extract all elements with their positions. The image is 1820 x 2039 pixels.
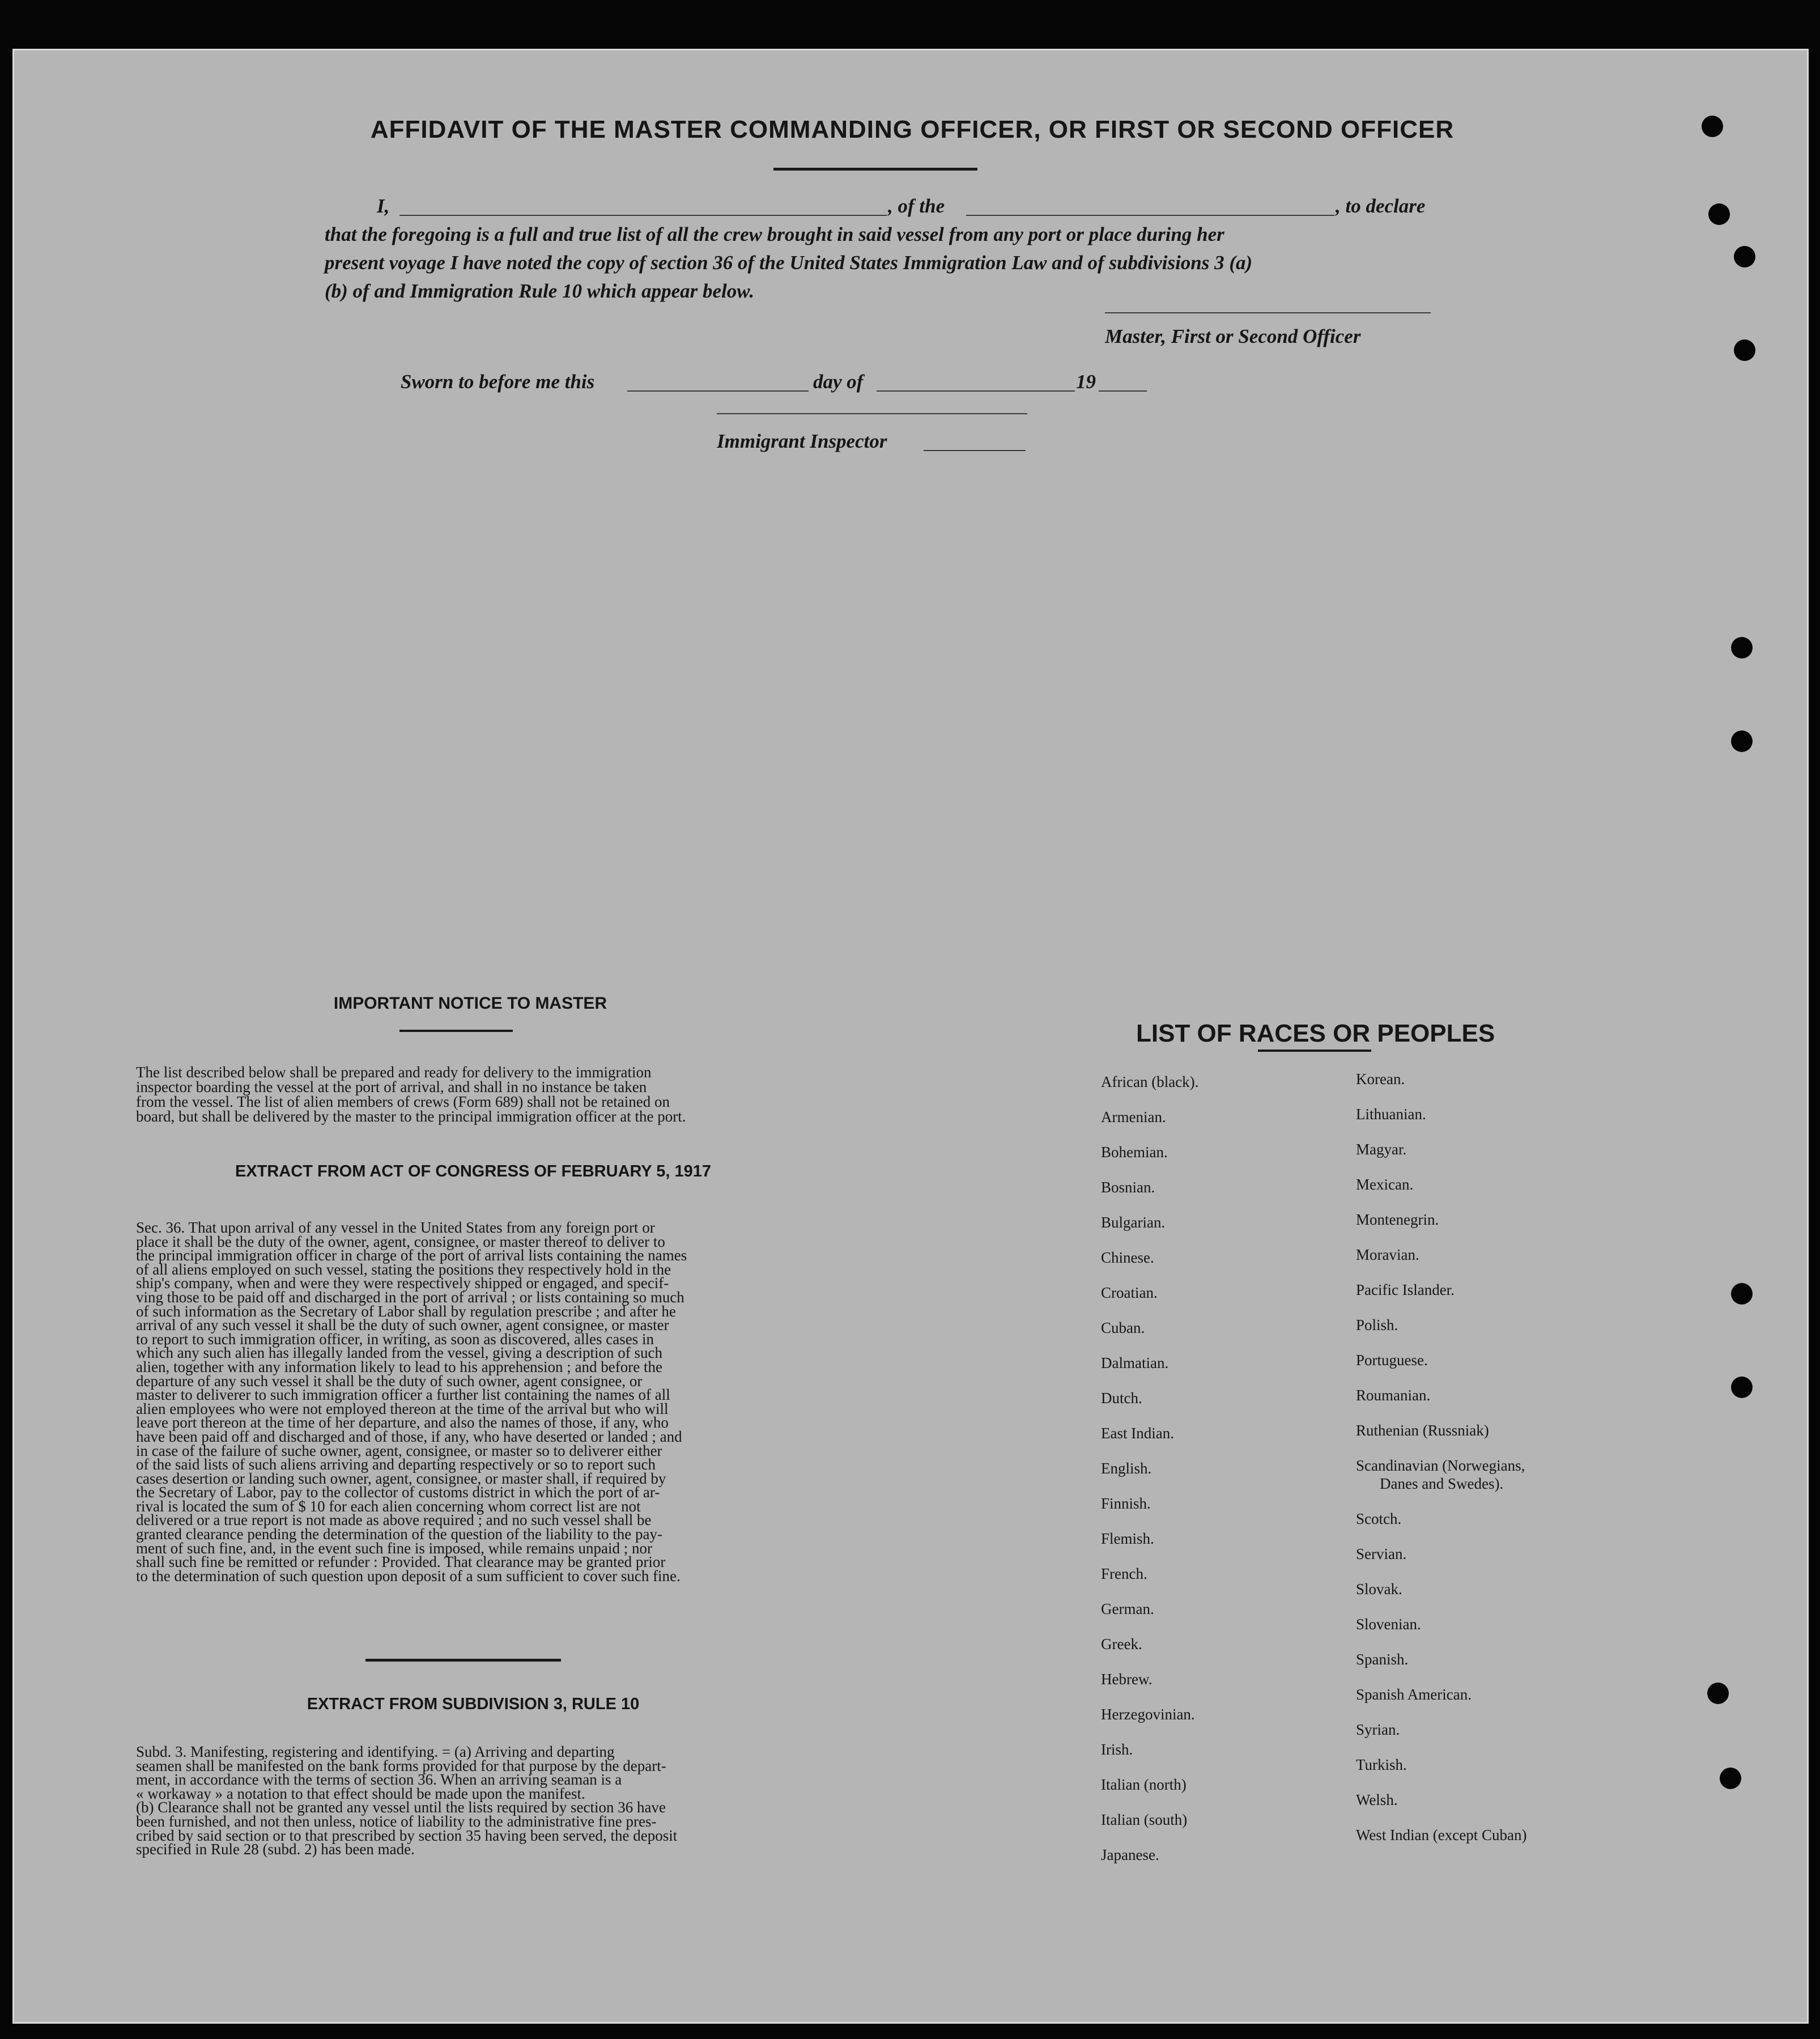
race-item: Portuguese. bbox=[1356, 1352, 1428, 1369]
act-line: have been paid off and discharged and of those, if any, who have deserted or landed ; and bbox=[136, 1428, 682, 1445]
rule-line: « workaway » a notation to that effect should be made upon the manifest. bbox=[136, 1785, 585, 1802]
act-line: delivered or a true report is not made as above required ; and no such vessel shall be bbox=[136, 1511, 652, 1529]
race-item: Dalmatian. bbox=[1101, 1354, 1169, 1371]
affidavit-line4: (b) of and Immigration Rule 10 which appear below. bbox=[325, 280, 755, 302]
act-line: the principal immigration officer in charge of the port of arrival lists containing the names bbox=[136, 1247, 687, 1264]
act-line: alien, together with any information likely to lead to his apprehension ; and before the bbox=[136, 1358, 662, 1375]
race-item: Greek. bbox=[1101, 1636, 1142, 1653]
act-line: granted clearance pending the determination of the question of the liability to the pay- bbox=[136, 1526, 662, 1543]
notice-line: The list described below shall be prepared and ready for delivery to the immigration bbox=[136, 1064, 652, 1081]
year-label: 19 bbox=[1076, 371, 1096, 393]
inspector-label: Immigrant Inspector bbox=[717, 430, 887, 452]
rule-line: specified in Rule 28 (subd. 2) has been made. bbox=[136, 1841, 415, 1858]
binder-hole bbox=[1731, 1283, 1753, 1305]
act-line: the Secretary of Labor, pay to the collector of customs district in which the port of ar- bbox=[136, 1484, 660, 1501]
race-item: Japanese. bbox=[1101, 1846, 1159, 1863]
year-line bbox=[1099, 390, 1147, 392]
rule-line: (b) Clearance shall not be granted any vessel until the lists required by section 36 have bbox=[136, 1799, 666, 1816]
act-line: rival is located the sum of $ 10 for each alien concerning whom correct list are not bbox=[136, 1497, 641, 1515]
race-item: Spanish American. bbox=[1356, 1686, 1472, 1703]
act-line: ving those to be paid off and discharged in the port of arrival ; or lists containing so much bbox=[136, 1288, 684, 1306]
race-item: Roumanian. bbox=[1356, 1387, 1431, 1404]
rule-line: ment, in accordance with the terms of section 36. When an arriving seaman is a bbox=[136, 1771, 622, 1789]
act-line: leave port thereon at the time of her departure, and also the names of those, if any, who bbox=[136, 1414, 669, 1431]
notice-line: from the vessel. The list of alien members of crews (Form 689) shall not be retained on bbox=[136, 1093, 670, 1110]
inspector-sign-line bbox=[717, 413, 1027, 414]
races-underline bbox=[1258, 1050, 1371, 1052]
act-line: of all aliens employed on such vessel, stating the positions they respectively hold in the bbox=[136, 1260, 671, 1278]
race-item: Finnish. bbox=[1101, 1495, 1151, 1512]
binder-hole bbox=[1731, 730, 1753, 752]
act-line: to the determination of such question upon deposit of a sum sufficient to cover such fine. bbox=[136, 1567, 681, 1585]
affidavit-of-the-label: , of the bbox=[888, 195, 945, 217]
races-title: LIST OF RACES OR PEOPLES bbox=[1136, 1020, 1495, 1047]
notice-underline bbox=[399, 1030, 513, 1032]
race-item: Spanish. bbox=[1356, 1651, 1409, 1668]
race-item: Bosnian. bbox=[1101, 1179, 1155, 1196]
act-line: ship's company, when and were they were respectively shipped or engaged, and specif- bbox=[136, 1275, 669, 1292]
race-item: Polish. bbox=[1356, 1316, 1398, 1333]
race-item: Irish. bbox=[1101, 1741, 1133, 1758]
binder-hole bbox=[1707, 1683, 1729, 1704]
race-item: Italian (south) bbox=[1101, 1811, 1188, 1828]
vessel-blank-line bbox=[966, 215, 1334, 216]
race-item: English. bbox=[1101, 1460, 1152, 1477]
inspector-row bbox=[717, 427, 1068, 456]
act-line: of the said lists of such aliens arriving and departing respectively or so to report such bbox=[136, 1456, 656, 1473]
race-item: Scandinavian (Norwegians, bbox=[1356, 1457, 1525, 1474]
act-line: shall such fine be remitted or refunder : Provided. That clearance may be granted prior bbox=[136, 1553, 666, 1571]
act-line: arrival of any such vessel it shall be the duty of such owner, agent consignee, or master bbox=[136, 1316, 669, 1334]
binder-hole bbox=[1708, 203, 1730, 225]
race-item: Magyar. bbox=[1356, 1141, 1407, 1158]
act-line: Sec. 36. That upon arrival of any vessel in the United States from any foreign port or bbox=[136, 1219, 655, 1236]
race-item: African (black). bbox=[1101, 1073, 1199, 1090]
race-item: Herzegovinian. bbox=[1101, 1706, 1195, 1723]
affidavit-i-label: I, bbox=[377, 195, 390, 217]
affidavit-to-declare-label: , to declare bbox=[1336, 195, 1426, 217]
race-item: West Indian (except Cuban) bbox=[1356, 1826, 1527, 1843]
race-item: Scotch. bbox=[1356, 1510, 1402, 1527]
rule-title: EXTRACT FROM SUBDIVISION 3, RULE 10 bbox=[307, 1695, 640, 1713]
name-blank-line bbox=[399, 215, 887, 216]
affidavit-line2: that the foregoing is a full and true list of all the crew brought in said vessel from any port or place during her bbox=[325, 223, 1224, 245]
act-body bbox=[136, 1221, 807, 1583]
act-line: cases desertion or landing such owner, agent, consignee, or master shall, if required by bbox=[136, 1469, 666, 1487]
race-item: Bohemian. bbox=[1101, 1144, 1168, 1161]
binder-hole bbox=[1720, 1768, 1741, 1789]
race-item: Hebrew. bbox=[1101, 1671, 1153, 1688]
act-line: to report to such immigration officer, in writing, as soon as discovered, alles cases in bbox=[136, 1330, 654, 1348]
race-item: Italian (north) bbox=[1101, 1776, 1187, 1793]
race-item: Syrian. bbox=[1356, 1721, 1400, 1738]
race-item: Armenian. bbox=[1101, 1108, 1166, 1125]
race-item: Croatian. bbox=[1101, 1284, 1158, 1301]
signature-label: Master, First or Second Officer bbox=[1105, 325, 1361, 347]
race-item: Cuban. bbox=[1101, 1319, 1145, 1336]
race-item: Mexican. bbox=[1356, 1176, 1414, 1193]
act-line: departure of any such vessel it shall be the duty of such owner, agent consignee, or bbox=[136, 1372, 643, 1390]
act-line: ment of such fine, and, in the event such fine is imposed, while remains unpaid ; nor bbox=[136, 1539, 653, 1557]
act-title: EXTRACT FROM ACT OF CONGRESS OF FEBRUARY 5, 1917 bbox=[235, 1162, 712, 1180]
sworn-day-line bbox=[627, 390, 809, 392]
race-item: Pacific Islander. bbox=[1356, 1281, 1455, 1298]
race-item: Danes and Swedes). bbox=[1380, 1475, 1504, 1492]
race-item: Moravian. bbox=[1356, 1246, 1419, 1263]
inspector-tail-line bbox=[924, 450, 1026, 451]
binder-hole bbox=[1734, 246, 1755, 267]
notice-body bbox=[136, 1065, 807, 1124]
race-item: German. bbox=[1101, 1600, 1154, 1617]
document-page bbox=[12, 49, 1809, 2024]
race-item: Dutch. bbox=[1101, 1390, 1142, 1407]
rule-line: Subd. 3. Manifesting, registering and identifying. = (a) Arriving and departing bbox=[136, 1743, 615, 1760]
race-item: East Indian. bbox=[1101, 1425, 1174, 1442]
rule-line: been furnished, and not then unless, notice of liability to the administrative fine pres- bbox=[136, 1812, 657, 1830]
affidavit-line1 bbox=[377, 192, 1442, 220]
race-item: Flemish. bbox=[1101, 1530, 1154, 1547]
race-item: Turkish. bbox=[1356, 1756, 1407, 1773]
act-line: place it shall be the duty of the owner, agent, consignee, or master thereof to deliver to bbox=[136, 1233, 665, 1250]
day-of-label: day of bbox=[813, 371, 864, 393]
race-item: French. bbox=[1101, 1565, 1147, 1582]
binder-hole bbox=[1734, 339, 1755, 361]
notice-line: inspector boarding the vessel at the port of arrival, and shall in no instance be taken bbox=[136, 1078, 647, 1095]
affidavit-line3: present voyage I have noted the copy of section 36 of the United States Immigration Law and of subdivisions 3 (a) bbox=[325, 252, 1253, 274]
notice-line: board, but shall be delivered by the master to the principal immigration officer at the port. bbox=[136, 1108, 686, 1125]
act-line: master to deliverer to such immigration officer a further list containing the names of all bbox=[136, 1386, 670, 1404]
race-item: Montenegrin. bbox=[1356, 1211, 1439, 1228]
race-item: Korean. bbox=[1356, 1071, 1405, 1088]
sworn-row bbox=[401, 368, 1160, 396]
binder-hole bbox=[1731, 637, 1753, 659]
race-item: Servian. bbox=[1356, 1545, 1407, 1562]
signature-line bbox=[1105, 312, 1431, 313]
act-line: alien employees who were not employed thereon at the time of the arrival but who will bbox=[136, 1400, 669, 1417]
rule-body bbox=[136, 1745, 816, 1857]
rule-line: cribed by said section or to that prescribed by section 35 having been served, the deposit bbox=[136, 1826, 678, 1844]
rule-line: seamen shall be manifested on the bank forms provided for that purpose by the depart- bbox=[136, 1757, 666, 1774]
act-line: of such information as the Secretary of Labor shall by regulation prescribe ; and after he bbox=[136, 1302, 676, 1320]
race-item: Welsh. bbox=[1356, 1791, 1398, 1808]
race-item: Ruthenian (Russniak) bbox=[1356, 1422, 1489, 1439]
month-line bbox=[877, 390, 1075, 392]
act-line: in case of the failure of suche owner, agent, consignee, or master so to deliverer either bbox=[136, 1442, 662, 1459]
binder-hole bbox=[1731, 1377, 1753, 1398]
notice-title: IMPORTANT NOTICE TO MASTER bbox=[333, 994, 607, 1013]
race-item: Lithuanian. bbox=[1356, 1106, 1426, 1123]
act-divider bbox=[365, 1659, 561, 1662]
race-item: Bulgarian. bbox=[1101, 1214, 1166, 1231]
race-item: Slovak. bbox=[1356, 1581, 1402, 1598]
title-underline bbox=[773, 168, 977, 171]
race-item: Slovenian. bbox=[1356, 1616, 1421, 1633]
act-line: which any such alien has illegally landed from the vessel, giving a description of such bbox=[136, 1344, 663, 1362]
race-item: Chinese. bbox=[1101, 1249, 1154, 1266]
sworn-label: Sworn to before me this bbox=[401, 371, 595, 393]
affidavit-title: AFFIDAVIT OF THE MASTER COMMANDING OFFICER, OR FIRST OR SECOND OFFICER bbox=[370, 116, 1455, 143]
